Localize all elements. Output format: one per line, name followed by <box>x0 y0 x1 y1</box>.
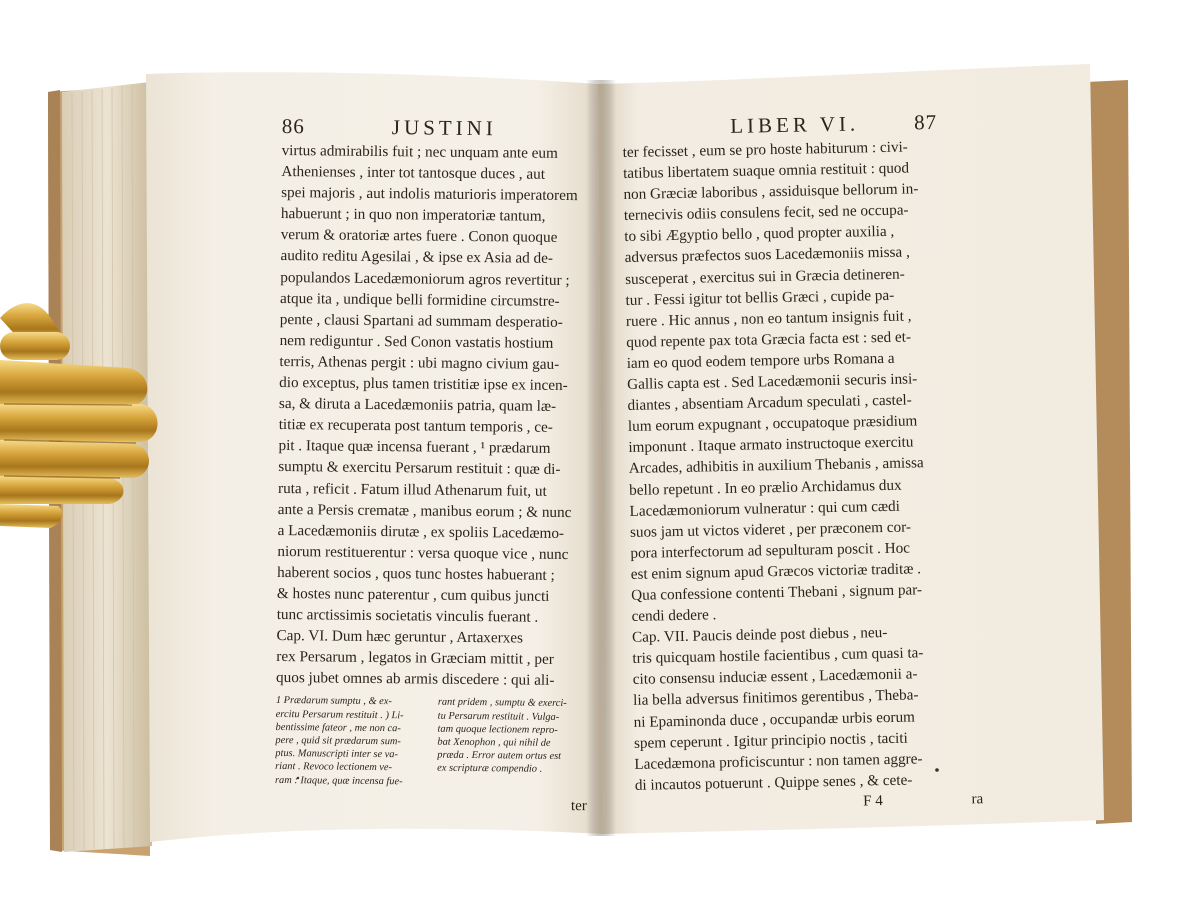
text-line: ni Epaminonda duce , occupandæ urbis eorum <box>633 708 916 731</box>
footnote-column-right <box>437 696 594 790</box>
left-page-number: 86 <box>281 114 305 139</box>
footnote-line: 1 Prædarum sumptu , & ex- <box>275 695 392 708</box>
text-line: ante a Persis crematæ , manibus eorum ; & nunc <box>277 500 572 521</box>
text-line: Athenienses , inter tot tantosque duces , aut <box>281 163 546 183</box>
text-line: Cap. VII. Paucis deinde post diebus , neu- <box>631 624 888 647</box>
left-running-head <box>282 114 600 143</box>
text-line: sa, & diruta a Lacedæmoniis patria, quam læ- <box>278 395 557 416</box>
footnote-line: bat Xenophon , qui nihil de <box>437 736 551 749</box>
text-line: & hostes nunc paterentur , cum quibus juncti <box>276 584 550 605</box>
text-line: diantes , absentiam Arcadum speculati , castel- <box>627 391 912 415</box>
text-line: atque ita , undique belli formidine circumstre- <box>279 289 560 310</box>
text-line: pora interfectorum ad sepulturam poscit . Hoc <box>630 539 911 562</box>
text-line: sumptu & exercitu Persarum restituit : quæ di- <box>278 458 561 479</box>
right-running-title: LIBER VI. <box>729 111 860 138</box>
right-page-number: 87 <box>913 109 938 135</box>
footnote-line: ram : Itaque, quæ incensa fue- <box>274 774 403 787</box>
footnote-line: ex scripturæ compendio . <box>437 763 543 776</box>
text-line: est enim signum apud Græcos victoriæ traditæ . <box>630 560 922 583</box>
text-line: titiæ ex recuperata post tantum temporis , ce- <box>278 416 553 437</box>
text-line: ter fecisset , eum se pro hoste habiturum : civi- <box>622 138 908 161</box>
text-line: niorum restituerentur : versa quoque vice , nunc <box>277 542 569 563</box>
footnote-line: rant pridem , sumptu & exerci- <box>437 697 567 710</box>
footnote-column-left <box>275 694 432 788</box>
text-line: a Lacedæmoniis dirutæ , ex spoliis Lacedæmo- <box>277 521 565 542</box>
text-line: verum & oratoriæ artes fuere . Conon quoque <box>280 226 558 247</box>
text-line: susceperat , exercitus sui in Græcia detineren- <box>624 265 905 288</box>
text-line: ternecivis odiis consulens fecit, sed ne occupa- <box>623 201 909 225</box>
text-line: quos jubet omnes ab armis discedere : qui ali- <box>276 669 555 690</box>
text-line: imponunt . Itaque armato instructoque exercitu <box>628 433 914 457</box>
text-line: pit . Itaque quæ incensa fuerant , ¹ prædarum <box>278 437 551 458</box>
footnote-line: præda . Error autem ortus est <box>437 749 562 763</box>
right-page-text <box>622 109 983 814</box>
text-line: lum eorum expugnant , occupatoque præsidium <box>627 412 918 436</box>
text-line: ruere . Hic annus , non eo tantum insignis fuit , <box>625 307 912 330</box>
text-line: tunc arctissimis societatis vinculis fuerant . <box>276 606 539 626</box>
text-line: cito consensu induciæ essent , Lacedæmonii a- <box>632 665 918 689</box>
text-line: Lacedæmona proficiscuntur : non tamen aggre- <box>634 750 923 773</box>
text-line: Arcades, adhibitis in auxilium Thebanis , amissa <box>628 454 924 478</box>
text-line: Qua confessione contenti Thebani , signum par- <box>631 581 923 604</box>
text-line: cendi dedere . <box>631 606 717 625</box>
text-line: nem rediguntur . Sed Conon vastatis hostium <box>279 331 554 352</box>
text-line: virtus admirabilis fuit ; nec unquam ante eum <box>281 141 558 162</box>
text-line: adversus præfectos suos Lacedæmoniis missa , <box>624 243 910 267</box>
footnote-line: bentissime fateor , me non ca- <box>275 721 401 735</box>
text-line: Lacedæmoniorum vulneratur : qui cum cædi <box>629 497 901 520</box>
footnote-line: ercitu Persarum restituit . ) Li- <box>275 708 404 721</box>
footnote-line: riant . Revoco lectionem ve- <box>275 761 393 774</box>
text-line: populandos Lacedæmoniorum agros revertitur ; <box>280 268 570 289</box>
left-running-title: JUSTINI <box>391 115 497 141</box>
text-line: tris quicquam hostile facientibus , cum quasi ta- <box>632 644 924 668</box>
signature-mark: F 4 <box>863 793 883 810</box>
text-line: spei majoris , aut indolis maturioris imperatorem <box>281 184 578 205</box>
text-line: quod repente pax tota Græcia facta est : sed et- <box>626 328 912 351</box>
text-line: Gallis capta est . Sed Lacedæmonii securis insi- <box>626 370 918 393</box>
left-catchword: ter <box>570 797 587 815</box>
text-line: ruta , reficit . Fatum illud Athenarum fuit, ut <box>277 479 547 500</box>
footnote-line: tu Persarum restituit . Vulga- <box>437 710 560 723</box>
footnote-line: ptus. Manuscripti inter se va- <box>275 748 399 761</box>
footnote-line: pere , quid sit prædarum sum- <box>275 735 401 748</box>
left-page-text <box>275 114 600 815</box>
text-line: lia bella adversus finitimos gerentibus , Theba- <box>633 686 919 710</box>
text-line: to sibi Ægyptio bello , quod propter auxilia , <box>624 223 895 246</box>
text-line: iam eo quod eodem tempore urbs Romana a <box>626 349 895 372</box>
text-line: haberent socios , quos tunc hostes habuerant ; <box>277 563 555 584</box>
text-line: bello repetunt . In eo prælio Archidamus dux <box>629 476 902 499</box>
text-line: tur . Fessi igitur tot bellis Græci , cupide pa- <box>625 286 895 309</box>
text-line: Cap. VI. Dum hæc geruntur , Artaxerxes <box>276 627 524 647</box>
left-body <box>276 140 600 692</box>
text-line: pente , clausi Spartani ad summam desperatio- <box>279 310 563 331</box>
text-line: rex Persarum , legatos in Græciam mittit , per <box>276 648 554 669</box>
text-line: suos jam ut victos videret , per præconem cor- <box>629 518 912 541</box>
right-body <box>622 135 982 795</box>
right-catchword: ra <box>971 791 984 808</box>
left-footnotes <box>275 694 594 790</box>
text-line: habuerunt ; in quo non imperatoriæ tantum, <box>280 205 546 226</box>
text-line: terris, Athenas pergit : ubi magno civium gau- <box>279 352 560 373</box>
text-line: di incautos potuerunt . Quippe senes , & cete- <box>634 771 913 794</box>
text-line: dio exceptus, plus tamen tristitiæ ipse ex incen- <box>279 374 568 395</box>
text-line: spem ceperunt . Igitur principio noctis , taciti <box>633 729 908 752</box>
text-line: tatibus libertatem suaque omnia restituit : quod <box>622 159 910 183</box>
footnote-line: tam quoque lectionem repro- <box>437 723 558 736</box>
text-line: non Græciæ laboribus , assiduisque bellorum in- <box>623 180 919 204</box>
text-line: audito reditu Agesilai , & ipse ex Asia ad de- <box>280 247 554 268</box>
